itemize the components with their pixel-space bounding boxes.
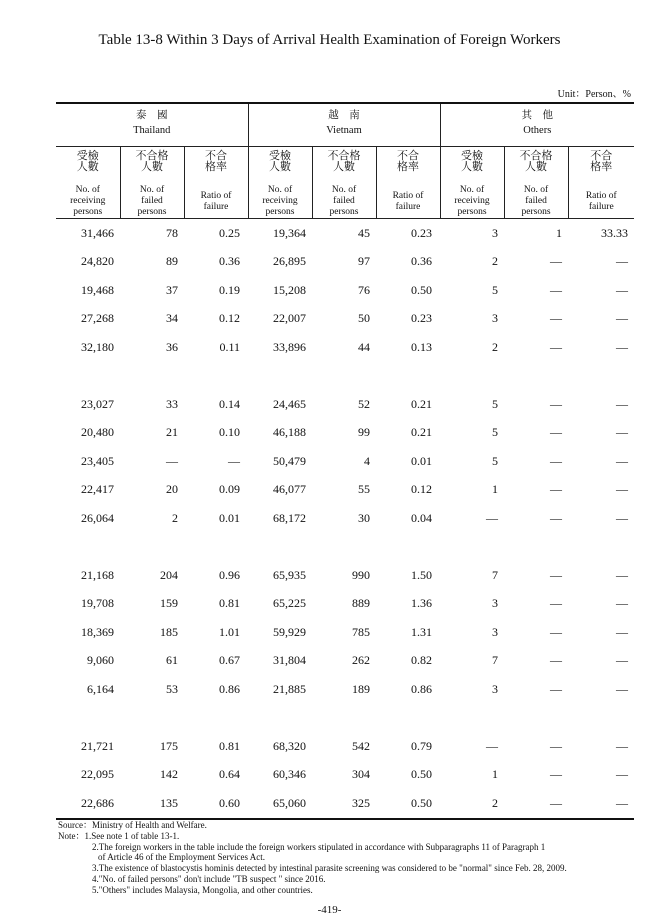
table-cell: 31,466 bbox=[81, 225, 114, 240]
table-cell: — bbox=[568, 789, 634, 819]
table-cell: 32,180 bbox=[81, 339, 114, 354]
table-cell: 0.23 bbox=[411, 225, 433, 240]
table-cell: 46,077 bbox=[273, 482, 306, 497]
column-header-row bbox=[56, 147, 634, 219]
table-cell: 26,895 bbox=[273, 254, 306, 269]
table-cell: — bbox=[550, 453, 563, 468]
table-cell: 44 bbox=[358, 339, 370, 354]
table-cell: 3 bbox=[492, 311, 499, 326]
table-cell: — bbox=[550, 510, 563, 525]
table-body bbox=[56, 219, 634, 819]
table-cell: 0.04 bbox=[411, 510, 433, 525]
table-cell: 60,346 bbox=[273, 767, 306, 782]
table-row bbox=[56, 276, 634, 305]
table-cell: 0.12 bbox=[219, 311, 240, 326]
table-cell: 22,686 bbox=[56, 789, 120, 819]
table-cell: 21,721 bbox=[81, 738, 114, 753]
table-cell: 3 bbox=[492, 624, 499, 639]
table-cell: 33 bbox=[166, 396, 178, 411]
table-cell: 65,060 bbox=[248, 789, 312, 819]
table-cell: 3 bbox=[492, 596, 499, 611]
table-cell: 27,268 bbox=[81, 311, 114, 326]
table-cell: — bbox=[616, 425, 629, 440]
table-cell: 3 bbox=[492, 225, 499, 240]
table-cell: 0.50 bbox=[411, 282, 433, 297]
table-cell: 0.25 bbox=[219, 225, 240, 240]
note-1: Note：1.See note 1 of table 13-1. bbox=[58, 830, 180, 841]
table-cell: 0.50 bbox=[411, 767, 433, 782]
table-cell: 2 bbox=[492, 339, 499, 354]
note-5: 5."Others" includes Malaysia, Mongolia, and other countries. bbox=[92, 884, 313, 895]
table-cell: 1 bbox=[492, 482, 499, 497]
table-cell: 990 bbox=[352, 567, 370, 582]
table-cell: 24,465 bbox=[273, 396, 306, 411]
group-thailand: 泰 國 Thailand bbox=[56, 103, 248, 147]
table-cell: 22,007 bbox=[273, 311, 306, 326]
table-cell: 89 bbox=[166, 254, 178, 269]
table-row bbox=[56, 647, 634, 676]
table-cell: 7 bbox=[492, 567, 499, 582]
table-cell: — bbox=[616, 653, 629, 668]
table-cell: 204 bbox=[160, 567, 178, 582]
table-cell: 0.81 bbox=[219, 596, 240, 611]
table-cell: 5 bbox=[492, 396, 499, 411]
table-cell: — bbox=[486, 510, 499, 525]
table-cell: 46,188 bbox=[273, 425, 306, 440]
table-cell: — bbox=[550, 339, 563, 354]
table-cell: 0.36 bbox=[411, 254, 433, 269]
table-row bbox=[56, 732, 634, 761]
table-cell: 142 bbox=[160, 767, 178, 782]
table-cell: 262 bbox=[352, 653, 370, 668]
column-header: 不合格 人數 No. of failed persons bbox=[504, 147, 568, 219]
table-cell: 22,417 bbox=[81, 482, 114, 497]
table-cell: — bbox=[550, 254, 563, 269]
table-cell: — bbox=[550, 681, 563, 696]
table-cell: 21,885 bbox=[273, 681, 306, 696]
table-cell: 0.21 bbox=[411, 396, 433, 411]
table-cell: 0.82 bbox=[411, 653, 433, 668]
table-cell: 0.10 bbox=[219, 425, 240, 440]
table-cell: — bbox=[550, 596, 563, 611]
table-cell: — bbox=[616, 282, 629, 297]
table-cell: 5 bbox=[492, 425, 499, 440]
table-cell: — bbox=[616, 254, 629, 269]
table-cell: — bbox=[550, 425, 563, 440]
table-cell: — bbox=[550, 767, 563, 782]
table-cell: 0.21 bbox=[411, 425, 433, 440]
table-cell: 26,064 bbox=[81, 510, 114, 525]
spacer-row bbox=[56, 704, 634, 733]
table-cell: 0.01 bbox=[219, 510, 240, 525]
table-row bbox=[56, 305, 634, 334]
table-row bbox=[56, 618, 634, 647]
table-cell: 0.11 bbox=[219, 339, 240, 354]
table-cell: 0.60 bbox=[184, 789, 248, 819]
note-2-cont: of Article 46 of the Employment Services Act. bbox=[98, 852, 265, 863]
table-cell: — bbox=[550, 396, 563, 411]
table-cell: 19,708 bbox=[81, 596, 114, 611]
spacer-row bbox=[56, 362, 634, 391]
table-cell: — bbox=[616, 453, 629, 468]
table-cell: 99 bbox=[358, 425, 370, 440]
table-cell: 68,172 bbox=[273, 510, 306, 525]
table-cell: 889 bbox=[352, 596, 370, 611]
table-cell: 21,168 bbox=[81, 567, 114, 582]
table-row bbox=[56, 761, 634, 790]
table-cell: 189 bbox=[352, 681, 370, 696]
table-cell: 53 bbox=[166, 681, 178, 696]
table-cell: 34 bbox=[166, 311, 178, 326]
table-row bbox=[56, 675, 634, 704]
table-cell: 135 bbox=[120, 789, 184, 819]
table-cell: 65,225 bbox=[273, 596, 306, 611]
table-cell: 1 bbox=[556, 225, 563, 240]
table-cell: 55 bbox=[358, 482, 370, 497]
table-cell: 31,804 bbox=[273, 653, 306, 668]
table-cell: 0.09 bbox=[219, 482, 240, 497]
table-cell: 2 bbox=[440, 789, 504, 819]
table-cell: — bbox=[616, 738, 629, 753]
table-cell: 5 bbox=[492, 282, 499, 297]
table-cell: 19,364 bbox=[273, 225, 306, 240]
column-header: 受檢 人數 No. of receiving persons bbox=[56, 147, 120, 219]
table-cell: 185 bbox=[160, 624, 178, 639]
table-row bbox=[56, 419, 634, 448]
table-cell: 159 bbox=[160, 596, 178, 611]
table-cell: 15,208 bbox=[273, 282, 306, 297]
table-cell: 0.19 bbox=[219, 282, 240, 297]
table-cell: 45 bbox=[358, 225, 370, 240]
table-cell: 1.31 bbox=[411, 624, 433, 639]
table-cell: 65,935 bbox=[273, 567, 306, 582]
table-cell: 325 bbox=[312, 789, 376, 819]
table-cell: 0.64 bbox=[219, 767, 240, 782]
note-3: 3.The existence of blastocystis hominis detected by intestinal parasite screening was considered to be "normal" since Feb. 28, 2009. bbox=[92, 863, 567, 874]
table-cell: 4 bbox=[364, 453, 370, 468]
table-cell: — bbox=[550, 482, 563, 497]
table-cell: 0.12 bbox=[411, 482, 433, 497]
table-cell: 50,479 bbox=[273, 453, 306, 468]
column-header: 不合 格率 Ratio of failure bbox=[568, 147, 634, 219]
table-cell: 36 bbox=[166, 339, 178, 354]
column-header: 受檢 人數 No. of receiving persons bbox=[440, 147, 504, 219]
table-cell: 1.36 bbox=[411, 596, 433, 611]
table-row bbox=[56, 248, 634, 277]
table-row bbox=[56, 390, 634, 419]
table-row bbox=[56, 789, 634, 819]
table-cell: 7 bbox=[492, 653, 499, 668]
table-cell: — bbox=[616, 681, 629, 696]
table-cell: 0.81 bbox=[219, 738, 240, 753]
column-header: 不合 格率 Ratio of failure bbox=[376, 147, 440, 219]
table-cell: 0.86 bbox=[411, 681, 433, 696]
notes bbox=[58, 820, 658, 896]
table-cell: — bbox=[550, 282, 563, 297]
group-vietnam: 越 南 Vietnam bbox=[248, 103, 440, 147]
table-row bbox=[56, 476, 634, 505]
table-cell: 68,320 bbox=[273, 738, 306, 753]
table-cell: 542 bbox=[352, 738, 370, 753]
note-4: 4."No. of failed persons" don't include "TB suspect " since 2016. bbox=[92, 873, 326, 884]
table-cell: 21 bbox=[166, 425, 178, 440]
table-row bbox=[56, 590, 634, 619]
table-cell: 37 bbox=[166, 282, 178, 297]
table-cell: — bbox=[616, 396, 629, 411]
table-cell: 52 bbox=[358, 396, 370, 411]
table-cell: 1.01 bbox=[219, 624, 240, 639]
table-cell: 33.33 bbox=[601, 225, 629, 240]
table-cell: 6,164 bbox=[87, 681, 114, 696]
table-row bbox=[56, 333, 634, 362]
table-cell: — bbox=[228, 453, 240, 468]
table-cell: 0.50 bbox=[376, 789, 440, 819]
table-cell: 9,060 bbox=[87, 653, 114, 668]
table-cell: 30 bbox=[358, 510, 370, 525]
table-cell: 0.36 bbox=[219, 254, 240, 269]
column-header: 不合格 人數 No. of failed persons bbox=[120, 147, 184, 219]
table-cell: 2 bbox=[492, 254, 499, 269]
table-cell: 33,896 bbox=[273, 339, 306, 354]
table-cell: — bbox=[166, 453, 178, 468]
table-cell: 0.13 bbox=[411, 339, 433, 354]
table-cell: — bbox=[616, 339, 629, 354]
note-2: 2.The foreign workers in the table include the foreign workers stipulated in accordance with Subparagraphs 11 of Paragraph 1 bbox=[92, 841, 546, 852]
table-cell: — bbox=[616, 482, 629, 497]
spacer-row bbox=[56, 533, 634, 562]
table-row bbox=[56, 219, 634, 248]
column-header: 不合 格率 Ratio of failure bbox=[184, 147, 248, 219]
table-cell: 59,929 bbox=[273, 624, 306, 639]
table-cell: 0.79 bbox=[411, 738, 433, 753]
table-cell: 50 bbox=[358, 311, 370, 326]
table-cell: 0.14 bbox=[219, 396, 240, 411]
table-cell: 97 bbox=[358, 254, 370, 269]
table-row bbox=[56, 504, 634, 533]
table-cell: — bbox=[616, 624, 629, 639]
table-cell: 3 bbox=[492, 681, 499, 696]
table-cell: 304 bbox=[352, 767, 370, 782]
table-cell: — bbox=[616, 311, 629, 326]
table-cell: 0.86 bbox=[219, 681, 240, 696]
column-header: 不合格 人數 No. of failed persons bbox=[312, 147, 376, 219]
table-cell: 1 bbox=[492, 767, 499, 782]
table-cell: — bbox=[616, 596, 629, 611]
table-cell: — bbox=[486, 738, 499, 753]
table-cell: — bbox=[550, 653, 563, 668]
table-cell: 0.67 bbox=[219, 653, 240, 668]
table-row bbox=[56, 561, 634, 590]
table-cell: 785 bbox=[352, 624, 370, 639]
table-cell: 78 bbox=[166, 225, 178, 240]
table-cell: 0.23 bbox=[411, 311, 433, 326]
page-number: -419- bbox=[317, 904, 342, 916]
table-cell: 175 bbox=[160, 738, 178, 753]
table-cell: — bbox=[616, 510, 629, 525]
table-row bbox=[56, 447, 634, 476]
table-cell: 1.50 bbox=[411, 567, 433, 582]
table-cell: 0.01 bbox=[411, 453, 433, 468]
table-cell: 19,468 bbox=[81, 282, 114, 297]
table-cell: 76 bbox=[358, 282, 370, 297]
table-cell: 61 bbox=[166, 653, 178, 668]
unit-label: Unit：Person、% bbox=[557, 89, 631, 100]
table-cell: — bbox=[616, 567, 629, 582]
table-cell: 24,820 bbox=[81, 254, 114, 269]
table-cell: 20 bbox=[166, 482, 178, 497]
table-cell: 22,095 bbox=[81, 767, 114, 782]
table-cell: 0.96 bbox=[219, 567, 240, 582]
table-cell: 23,405 bbox=[81, 453, 114, 468]
group-others: 其 他 Others bbox=[440, 103, 634, 147]
health-exam-table bbox=[56, 102, 634, 820]
table-cell: — bbox=[550, 624, 563, 639]
table-title: Table 13-8 Within 3 Days of Arrival Health Examination of Foreign Workers bbox=[98, 32, 561, 48]
table-cell: — bbox=[616, 767, 629, 782]
table-cell: 2 bbox=[172, 510, 178, 525]
table-cell: — bbox=[550, 567, 563, 582]
group-header-row bbox=[56, 103, 634, 147]
source-note: Source：Ministry of Health and Welfare. bbox=[58, 820, 207, 830]
table-cell: — bbox=[550, 311, 563, 326]
column-header: 受檢 人數 No. of receiving persons bbox=[248, 147, 312, 219]
table-cell: — bbox=[550, 738, 563, 753]
table-cell: — bbox=[504, 789, 568, 819]
table-cell: 5 bbox=[492, 453, 499, 468]
table-cell: 20,480 bbox=[81, 425, 114, 440]
table-cell: 18,369 bbox=[81, 624, 114, 639]
table-cell: 23,027 bbox=[81, 396, 114, 411]
